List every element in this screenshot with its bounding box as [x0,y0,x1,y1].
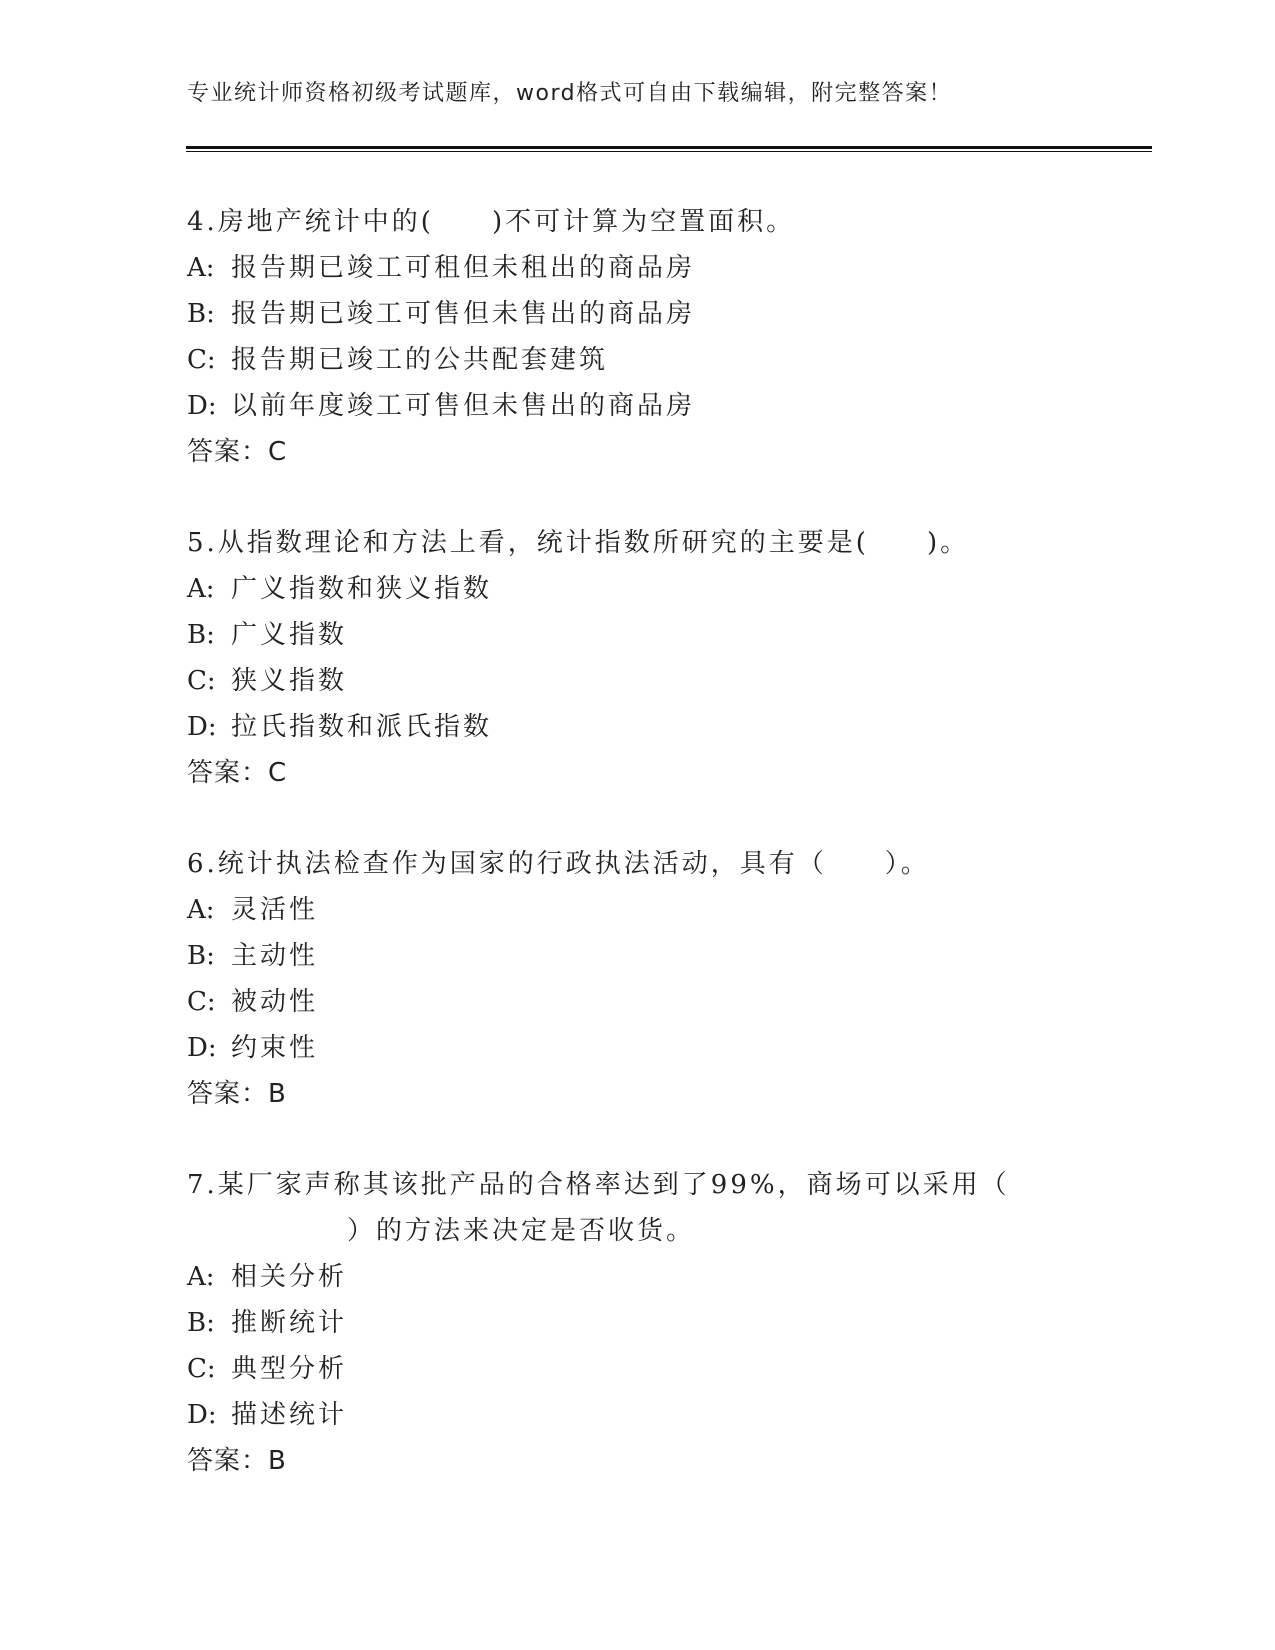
option-text: 被动性 [231,987,319,1017]
option-letter: C: [187,666,216,696]
option-d [187,1392,1147,1438]
question-7 [187,1162,1147,1484]
option-text: 报告期已竣工可租但未租出的商品房 [231,253,696,283]
option-text: 广义指数 [231,620,348,650]
answer: 答案：B [187,1446,287,1476]
option-letter: B: [187,299,215,329]
option-c [187,337,1147,383]
answer: 答案：C [187,437,288,467]
question-4 [187,199,1147,475]
option-text: 报告期已竣工可售但未售出的商品房 [231,299,696,329]
option-text: 广义指数和狭义指数 [231,574,493,604]
option-letter: C: [187,345,216,375]
option-text: 灵活性 [231,895,319,925]
option-letter: D: [187,1400,217,1430]
option-b [187,291,1147,337]
option-letter: B: [187,941,215,971]
option-text: 报告期已竣工的公共配套建筑 [231,345,609,375]
question-stem-continuation: ）的方法来决定是否收货。 [347,1216,696,1246]
option-letter: C: [187,1354,216,1384]
option-letter: A: [187,574,215,604]
option-a [187,245,1147,291]
option-c [187,658,1147,704]
option-b [187,612,1147,658]
option-c [187,979,1147,1025]
question-stem: 6.统计执法检查作为国家的行政执法活动，具有（ ）。 [187,849,930,879]
question-5 [187,520,1147,796]
option-letter: B: [187,620,215,650]
option-letter: C: [187,987,216,1017]
option-letter: A: [187,1262,215,1292]
page-header: 专业统计师资格初级考试题库，word格式可自由下载编辑，附完整答案！ [187,81,953,106]
header-divider-thick [186,146,1152,149]
option-text: 推断统计 [231,1308,348,1338]
option-text: 描述统计 [231,1400,348,1430]
option-d [187,704,1147,750]
option-text: 典型分析 [231,1354,348,1384]
option-a [187,887,1147,933]
answer: 答案：B [187,1079,287,1109]
option-c [187,1346,1147,1392]
option-b [187,1300,1147,1346]
option-text: 约束性 [231,1033,319,1063]
option-letter: A: [187,253,215,283]
option-text: 狭义指数 [231,666,348,696]
answer: 答案：C [187,758,288,788]
option-letter: D: [187,1033,217,1063]
option-text: 以前年度竣工可售但未售出的商品房 [231,391,696,421]
option-a [187,1254,1147,1300]
option-a [187,566,1147,612]
option-letter: B: [187,1308,215,1338]
option-d [187,383,1147,429]
question-stem: 7.某厂家声称其该批产品的合格率达到了99%，商场可以采用（ [187,1170,1010,1200]
option-letter: D: [187,712,217,742]
option-text: 拉氏指数和派氏指数 [231,712,493,742]
option-text: 主动性 [231,941,319,971]
question-stem: 4.房地产统计中的( )不可计算为空置面积。 [187,207,796,237]
option-letter: A: [187,895,215,925]
header-divider-thin [186,151,1152,152]
option-letter: D: [187,391,217,421]
question-6 [187,841,1147,1117]
option-b [187,933,1147,979]
option-text: 相关分析 [231,1262,348,1292]
question-stem: 5.从指数理论和方法上看，统计指数所研究的主要是( )。 [187,528,970,558]
option-d [187,1025,1147,1071]
